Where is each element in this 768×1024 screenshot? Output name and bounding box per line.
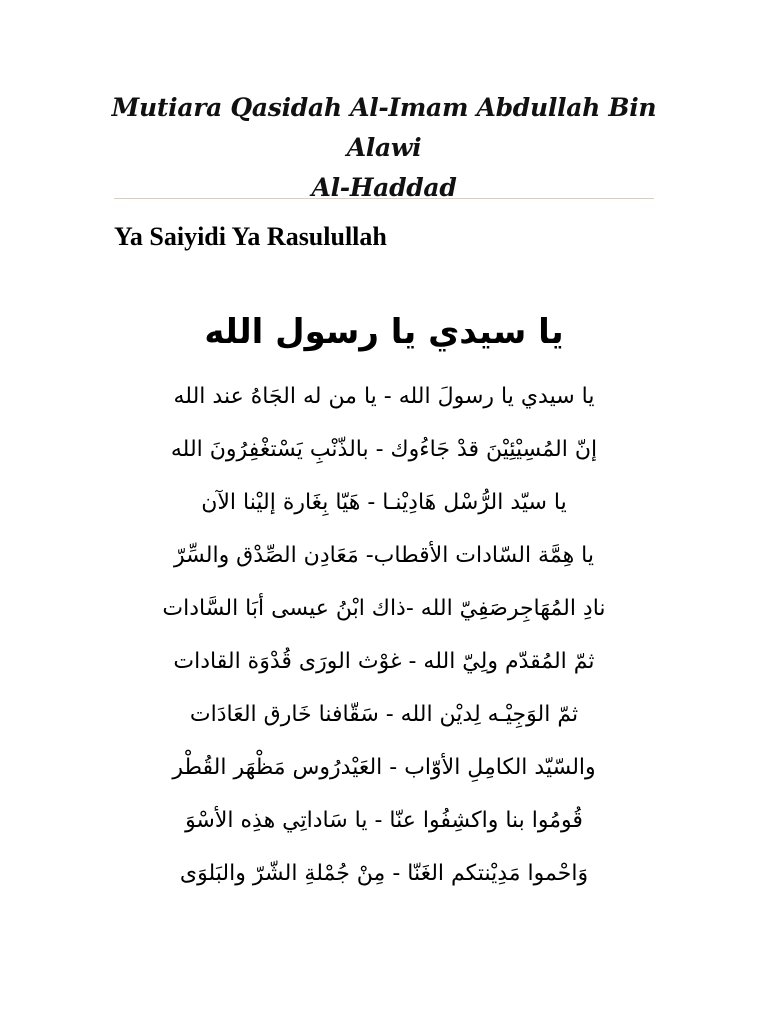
verse-line: إنّ المُسِيْئِيْنَ قدْ جَاءُوك - بالذّنْبِ يَسْتغْفِرُونَ الله xyxy=(170,437,598,462)
title-divider xyxy=(114,198,654,199)
verse-line: والسّيّد الكامِلِ الأوّاب - العَيْدرُوس مَظْهَر القُطْر xyxy=(172,755,596,780)
verse-line: يا سيّد الرُّسْل هَادِيْنـا - هَيّا بِغَارة إليْنا الآن xyxy=(201,490,567,515)
verse-line: يا هِمَّة السّادات الأقطاب- مَعَادِن الصِّدْق والسِّرّ xyxy=(173,543,594,568)
verse-line: وَاحْموا مَدِيْنتكم الغَنّا - مِنْ جُمْلةِ الشّرّ والبَلوَى xyxy=(179,861,589,886)
verse-list xyxy=(114,372,654,902)
blog-title-line-2: Al-Haddad xyxy=(311,173,457,202)
verse-line: قُومُوا بنا واكشِفُوا عنّا - يا سَاداتِي هذِه الأسْوَ xyxy=(185,808,583,833)
verse-line: نادِ المُهَاجِرصَفِيّ الله -ذاك ابْنُ عيسى أبَا السَّادات xyxy=(162,596,606,621)
post-title: Ya Saiyidi Ya Rasulullah xyxy=(114,222,387,251)
verse-line: ثمّ المُقدّم ولِيّ الله - غوْث الورَى قُدْوَة القادات xyxy=(173,649,595,674)
verse-line: ثمّ الوَجِيْـه لِديْن الله - سَقّافنا خَارق العَادَات xyxy=(189,702,579,727)
arabic-heading: يا سيدي يا رسول الله xyxy=(204,312,564,352)
blog-title xyxy=(100,88,668,208)
blog-title-line-1: Mutiara Qasidah Al-Imam Abdullah Bin Alawi xyxy=(111,93,657,162)
verse-line: يا سيدي يا رسولَ الله - يا من له الجَاهُ عند الله xyxy=(173,384,595,409)
